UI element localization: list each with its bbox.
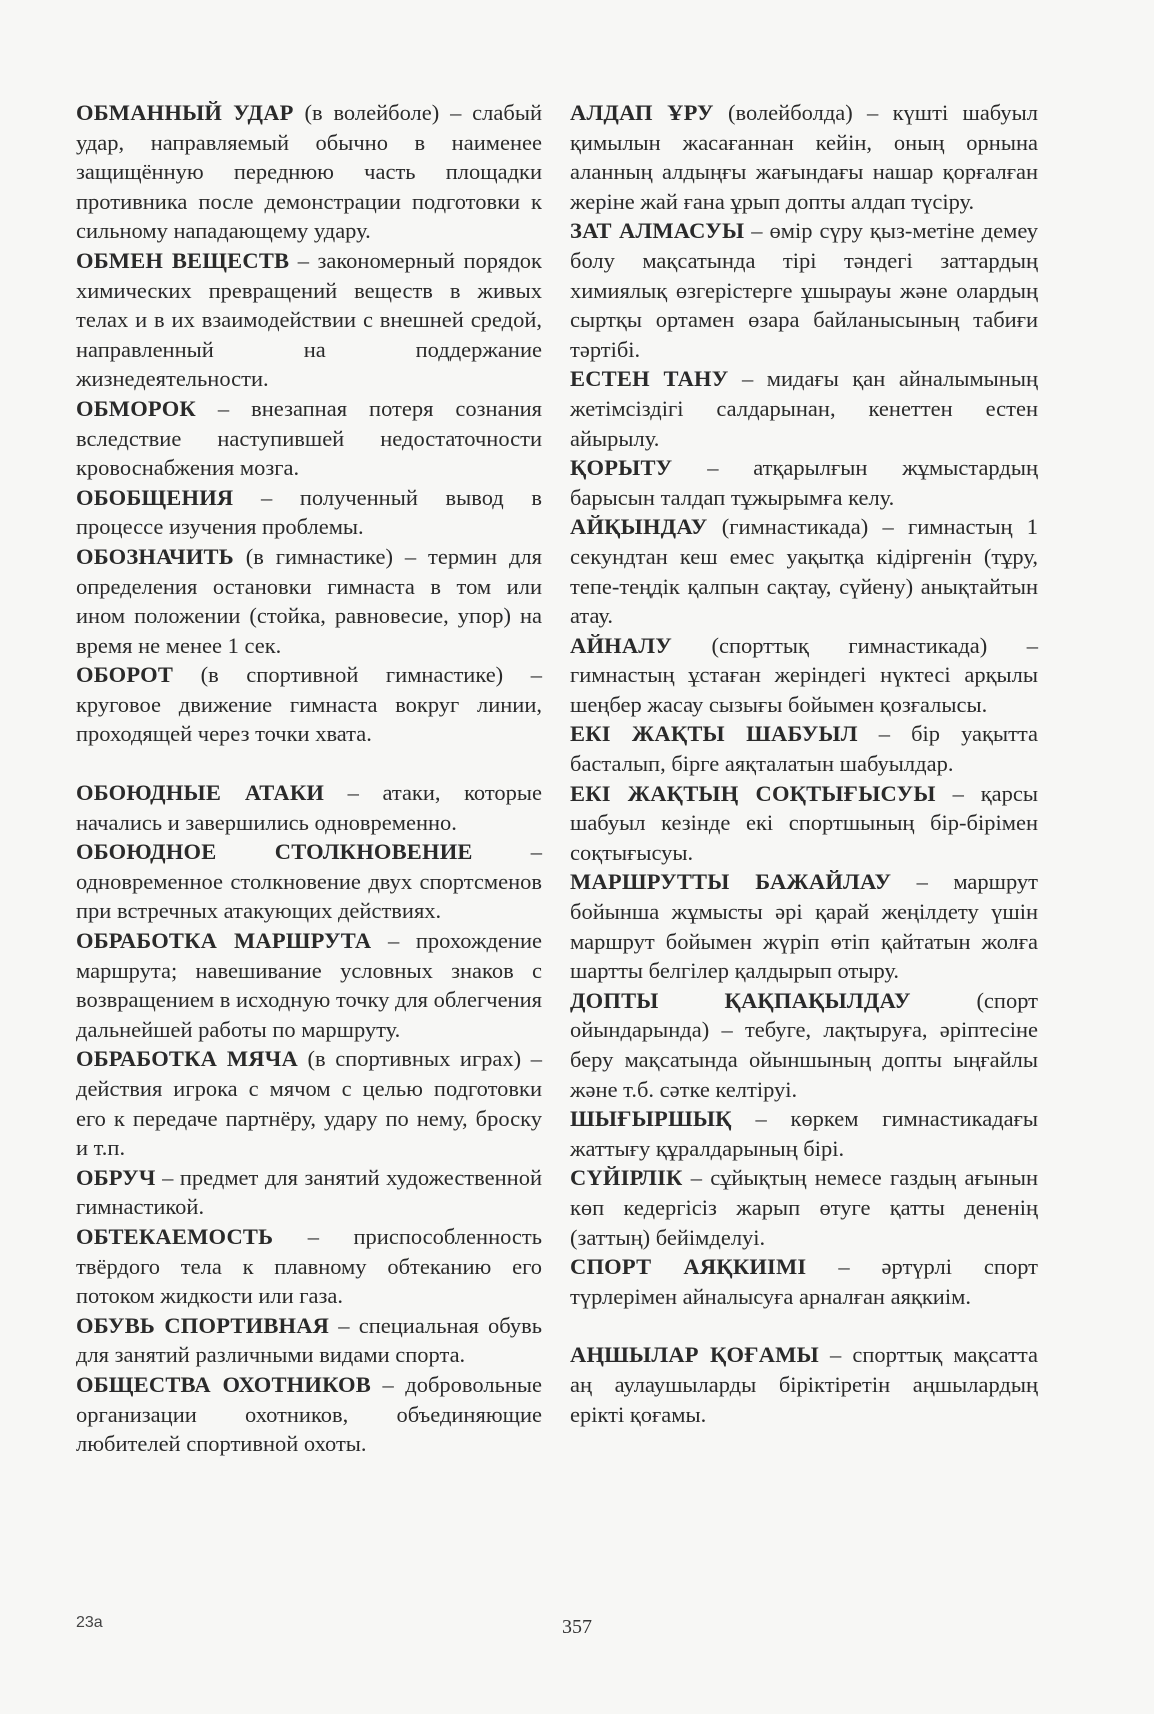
entry-esten-tanu: [570, 364, 1038, 453]
entry-definition: – маршрут бойынша жұмысты әрі қарай жеңілдету үшін маршрут бойымен жүріп өтіп қайтатын жолға шартты белгілер қалдырып отыру.: [570, 869, 1039, 984]
entry-term: ОБРУЧ: [76, 1164, 156, 1190]
entry-definition: – закономерный порядок химических превращений веществ в живых телах и в их взаимодействии с внешней средой, направленный на поддержание жизнедеятельности.: [76, 247, 542, 392]
entry-obmanny-udar: [76, 98, 542, 246]
entry-term: ОБОБЩЕНИЯ: [76, 484, 234, 510]
entry-definition: – атаки, которые начались и завершились одновременно.: [76, 780, 542, 835]
entry-definition: – сұйықтың немесе газдың ағынын көп кедергісіз жарып өтуге қатты дененің (заттың) бейімделуі.: [570, 1165, 1038, 1250]
entry-term: ДОПТЫ ҚАҚПАҚЫЛДАУ: [570, 987, 911, 1013]
entry-marshrutty-bazhailau: [570, 867, 1038, 985]
entry-definition: – атқарылғын жұмыстардың барысын талдап тұжырымға келу.: [570, 455, 1038, 510]
signature-mark: 23a: [76, 1614, 103, 1631]
entry-obuv-sportivnaya: [76, 1311, 542, 1370]
entry-term: ОБМЕН ВЕЩЕСТВ: [76, 247, 290, 273]
entry-term: ОБЩЕСТВА ОХОТНИКОВ: [76, 1371, 371, 1397]
entry-eki-zhakty-shabuyl: [570, 719, 1038, 778]
entry-term: ЕСТЕН ТАНУ: [570, 366, 729, 392]
entry-definition: (в гимнастике) – термин для определения остановки гимнаста в том или ином положении (стойка, равновесие, упор) на время не менее 1 сек.: [76, 543, 542, 658]
page-number: 357: [562, 1616, 592, 1638]
entry-definition: (волейболда) – күшті шабуыл қимылын жасағаннан кейін, оның орнына аланның алдыңғы жағындағы нашар қорғалған жеріне жай ғана ұрып допты алдап түсіру.: [570, 100, 1038, 214]
entry-definition: (спорттық гимнастикада) – гимнастың ұстаған жеріндегі нүктесі арқылы шеңбер жасау сызығы бойымен қозғалысы.: [570, 632, 1038, 717]
entry-definition: – добровольные организации охотников, объединяющие любителей спортивной охоты.: [76, 1371, 542, 1457]
entry-definition: – бір уақытта басталып, бірге аяқталатын шабуылдар.: [570, 721, 1038, 777]
entry-shygyrshyk: [570, 1104, 1038, 1163]
entry-term: АЛДАП ҰРУ: [570, 100, 714, 125]
entry-definition: – көркем гимнастикадағы жаттығу құралдарының бірі.: [570, 1106, 1038, 1161]
entry-obtekaemost: [76, 1222, 542, 1311]
entry-eki-zhaktyn-soktygysuy: [570, 779, 1038, 868]
entry-term: ЕКІ ЖАҚТЫҢ СОҚТЫҒЫСУЫ: [570, 780, 936, 806]
entry-term: ОБМОРОК: [76, 395, 196, 421]
entry-oboznachit: [76, 542, 542, 660]
entry-term: МАРШРУТТЫ БАЖАЙЛАУ: [570, 869, 892, 895]
entry-dopty-kakpakyldau: [570, 986, 1038, 1104]
entry-ainalu: [570, 631, 1038, 720]
entry-definition: – спорттық мақсатта аң аулаушыларды біріктіретін аңшылардың ерікті қоғамы.: [570, 1342, 1038, 1427]
entry-definition: – одновременное столкновение двух спортсменов при встречных атакующих действиях.: [76, 839, 542, 924]
kazakh-column: [570, 98, 1038, 1429]
entry-definition: (в волейболе) – слабый удар, направляемый обычно в наименее защищённую переднюю часть площадки противника после демонстрации подготовки к сильному нападающему удару.: [76, 100, 542, 244]
entry-oboyudnye-ataki: [76, 778, 542, 837]
entry-term: ОБМАННЫЙ УДАР: [76, 100, 294, 125]
entry-definition: – мидағы қан айналымының жетімсіздігі салдарынан, кенеттен естен айырылу.: [570, 366, 1038, 451]
entry-oborot: [76, 660, 542, 749]
entry-definition: – специальная обувь для занятий различными видами спорта.: [76, 1312, 543, 1368]
entry-definition: – қарсы шабуыл кезінде екі спортшының бір-бірімен соқтығысуы.: [570, 780, 1038, 865]
entry-aldap-uru: [570, 98, 1038, 216]
entry-definition: (в спортивной гимнастике) – круговое движение гимнаста вокруг линии, проходящей через точки хвата.: [76, 662, 542, 747]
entry-definition: (гимнастикада) – гимнастың 1 секундтан кеш емес уақытқа кідіргенін (тұру, тепе-теңдік қалпын сақтау, сүйену) анықтайтын атау.: [570, 514, 1038, 629]
entry-term: ОБОЮДНЫЕ АТАКИ: [76, 780, 325, 806]
entry-definition: (в спортивных играх) – действия игрока с мячом с целью подготовки его к передаче партнёру, удару по нему, броску и т.п.: [76, 1046, 542, 1161]
entry-definition: – приспособленность твёрдого тела к плавному обтеканию его потоком жидкости или газа.: [76, 1223, 542, 1309]
entry-term: ОБОРОТ: [76, 662, 174, 688]
entry-korytu: [570, 453, 1038, 512]
entry-obrabotka-myacha: [76, 1044, 542, 1162]
entry-definition: – внезапная потеря сознания вследствие наступившей недостаточности кровоснабжения мозга.: [76, 395, 542, 481]
entry-definition: – полученный вывод в процессе изучения проблемы.: [76, 484, 542, 540]
entry-term: СҮЙІРЛІК: [570, 1165, 683, 1191]
entry-aikyndau: [570, 512, 1038, 630]
entry-term: ЕКІ ЖАҚТЫ ШАБУЫЛ: [570, 721, 858, 747]
entry-definition: – прохождение маршрута; навешивание условных знаков с возвращением в исходную точку для облегчения дальнейшей работы по маршруту.: [76, 928, 542, 1042]
entry-term: ОБУВЬ СПОРТИВНАЯ: [76, 1312, 330, 1338]
entry-term: ОБРАБОТКА МАРШРУТА: [76, 928, 372, 954]
entry-term: ОБРАБОТКА МЯЧА: [76, 1046, 298, 1072]
entry-term: ЗАТ АЛМАСУЫ: [570, 218, 745, 244]
entry-definition: – предмет для занятий художественной гимнастикой.: [76, 1164, 542, 1220]
entry-suyirlik: [570, 1163, 1038, 1252]
entry-sport-ayakkiimi: [570, 1252, 1038, 1311]
entry-term: АЙНАЛУ: [570, 632, 672, 658]
entry-obrabotka-marshruta: [76, 926, 542, 1044]
entry-oboyudnoe-stolknovenie: [76, 837, 542, 926]
entry-term: АЙҚЫНДАУ: [570, 514, 708, 540]
entry-term: ОБТЕКАЕМОСТЬ: [76, 1223, 274, 1249]
entry-term: ОБОЮДНОЕ СТОЛКНОВЕНИЕ: [76, 839, 473, 865]
entry-anshylar-kogamy: [570, 1340, 1038, 1429]
entry-definition: (спорт ойындарында) – тебуге, лақтыруға, әріптесіне беру мақсатында ойыншының допты ыңғайлы және т.б. сәтке келтіруі.: [570, 987, 1038, 1102]
russian-column: [76, 98, 542, 1459]
entry-obobshcheniya: [76, 483, 542, 542]
entry-obshchestva-okhotnikov: [76, 1370, 542, 1459]
entry-term: СПОРТ АЯҚКИІМІ: [570, 1254, 807, 1280]
entry-obmen-veshchestv: [76, 246, 542, 394]
entry-obruch: [76, 1163, 542, 1222]
entry-term: ОБОЗНАЧИТЬ: [76, 543, 234, 569]
entry-definition: – әртүрлі спорт түрлерімен айналысуға арналған аяқкиім.: [570, 1254, 1038, 1309]
entry-obmorok: [76, 394, 542, 483]
entry-term: ҚОРЫТУ: [570, 455, 673, 481]
entry-definition: – өмір сүру қыз-метіне демеу болу мақсатында тірі тәндегі заттардың химиялық өзгерістерге ұшырауы және олардың сыртқы ортамен өзара байланысының табиғи тәртібі.: [570, 218, 1038, 362]
entry-term: АҢШЫЛАР ҚОҒАМЫ: [570, 1342, 819, 1368]
entry-term: ШЫҒЫРШЫҚ: [570, 1106, 732, 1132]
entry-zat-almasuy: [570, 216, 1038, 364]
